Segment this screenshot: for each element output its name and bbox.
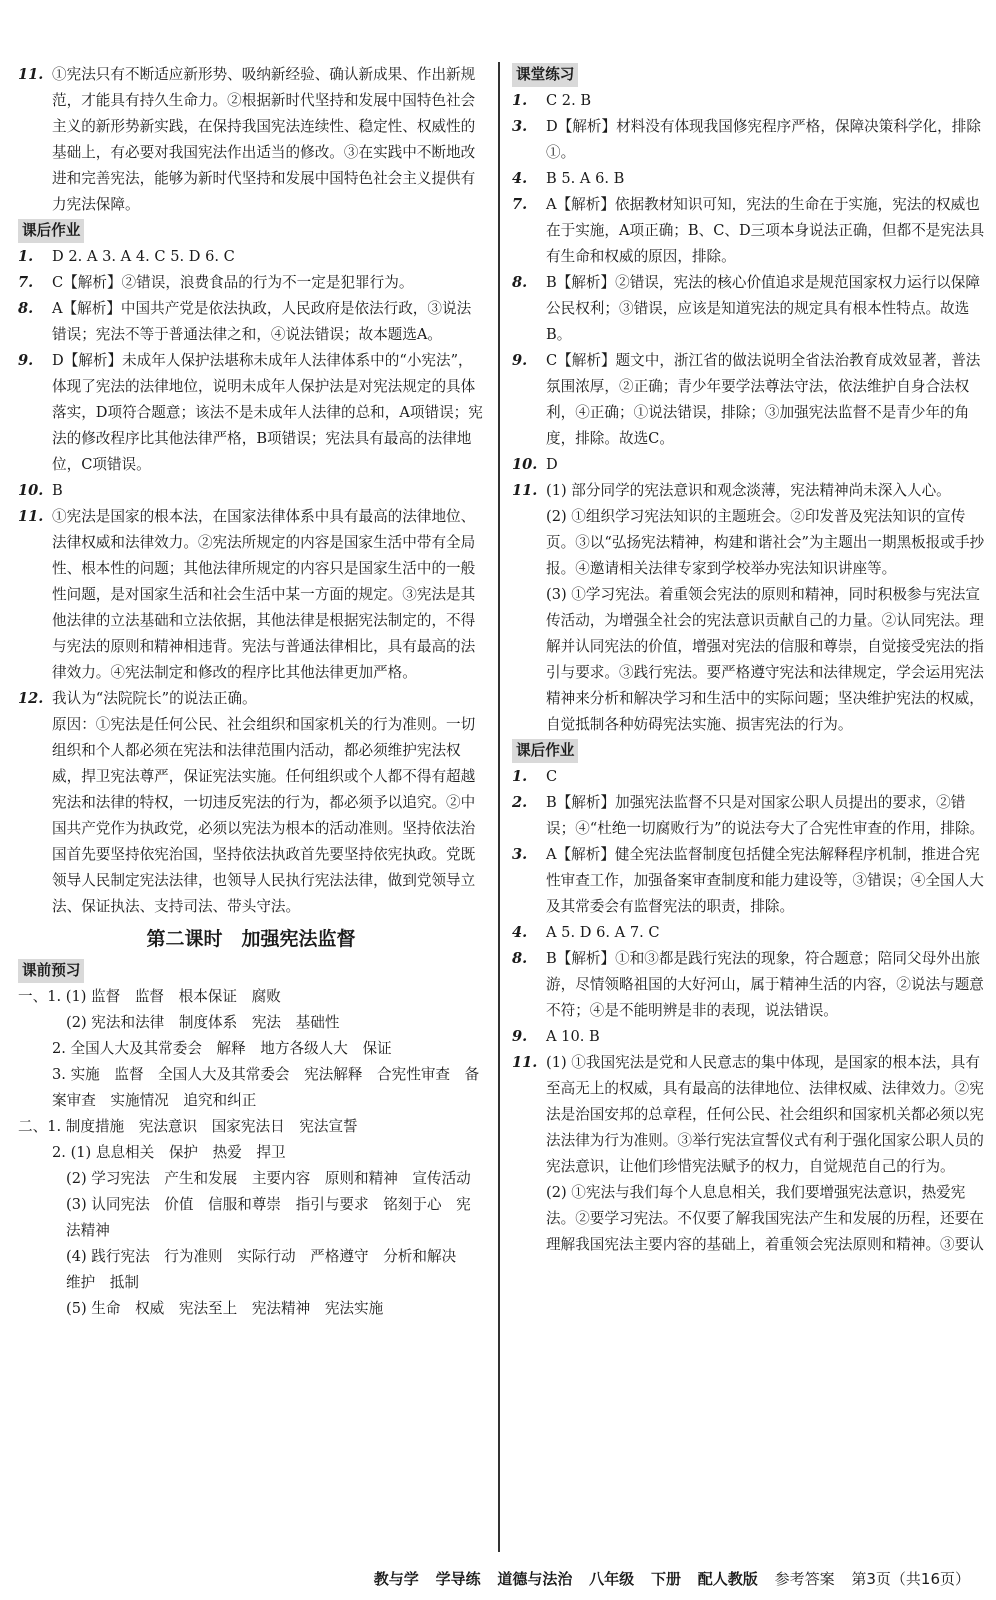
footer-book: 教与学 — [373, 1570, 419, 1588]
preview-line: 2. 全国人大及其常委会 解释 地方各级人大 保证 — [52, 1040, 392, 1057]
hw-answer-8: 8. B【解析】①和③都是践行宪法的现象，符合题意；陪同父母外出旅游，尽情领略祖国的大好河山，属于精神生活的内容，②说法与题意不符；④是不能明辨是非的表现，说法错误。 — [512, 950, 984, 1019]
answer-9: 9. D【解析】未成年人保护法堪称未成年人法律体系中的“小宪法”，体现了宪法的法律地位，说明未成年人保护法是对宪法规定的具体落实，D项符合题意；该法不是未成年人法律的总和，A项错误；宪法的修改程序比其他法律严格，B项错误；宪法具有最高的法律地位，C项错误。 — [18, 352, 483, 473]
footer-ref: 参考答案 — [774, 1570, 835, 1588]
page-footer — [0, 1562, 996, 1596]
answer-1-6: 1. D 2. A 3. A 4. C 5. D 6. C — [18, 248, 235, 265]
footer-edition: 配人教版 — [697, 1570, 758, 1588]
hw-answer-9-10: 9. A 10. B — [512, 1028, 600, 1045]
preview-line: 一、1. (1) 监督 监督 根本保证 腐败 — [18, 988, 281, 1005]
left-column — [18, 62, 484, 1322]
section-homework-left: 课后作业 — [18, 219, 84, 243]
right-column — [512, 62, 986, 1258]
answer-3: 3. D【解析】材料没有体现我国修宪程序严格，保障决策科学化，排除①。 — [512, 118, 981, 161]
section-preview: 课前预习 — [18, 959, 84, 983]
hw-answer-1: 1. C — [512, 768, 558, 785]
answer-1-2: 1. C 2. B — [512, 92, 592, 109]
section-homework-right: 课后作业 — [512, 739, 578, 763]
answer-11-3: (3) ①学习宪法。着重领会宪法的原则和精神，同时积极参与宪法宣传活动，为增强全社会的宪法意识贡献自己的力量。②认同宪法。理解并认同宪法的价值，增强对宪法的信服和尊崇，自觉接受宪法的指引与要求。③践行宪法。要严格遵守宪法和法律规定，学会运用宪法精神来分析和解决学习和生活中的实际问题；坚决维护宪法的权威，自觉抵制各种妨碍宪法实施、损害宪法的行为。 — [546, 586, 984, 733]
preview-line: 3. 实施 监督 全国人大及其常委会 宪法解释 合宪性审查 备案审查 实施情况 追究和纠正 — [52, 1066, 480, 1109]
preview-line: (5) 生命 权威 宪法至上 宪法精神 宪法实施 — [66, 1300, 384, 1317]
preview-line: (4) 践行宪法 行为准则 实际行动 严格遵守 分析和解决 维护 抵制 — [66, 1248, 471, 1291]
answer-11b: 11. ①宪法是国家的根本法，在国家法律体系中具有最高的法律地位、法律权威和法律效力。②宪法所规定的内容是国家生活中带有全局性、根本性的问题；其他法律所规定的内容只是国家生活中的一般性问题，是对国家生活和社会生活中某一方面的规定。③宪法是其他法律的立法基础和立法依据，其他法律是根据宪法制定的，不得与宪法的原则和精神相违背。宪法与普通法律相比，具有最高的法律效力。④宪法制定和修改的程序比其他法律更加严格。 — [18, 508, 476, 681]
answer-7: 7. A【解析】依据教材知识可知，宪法的生命在于实施，宪法的权威也在于实施，A项正确；B、C、D三项本身说法正确，但都不是宪法具有生命和权威的原因，排除。 — [512, 196, 985, 265]
column-divider — [498, 62, 500, 1552]
footer-volume: 下册 — [650, 1570, 681, 1588]
footer-grade: 八年级 — [589, 1570, 635, 1588]
footer-page: 第3页（共16页） — [851, 1570, 970, 1588]
section-class-practice: 课堂练习 — [512, 63, 578, 87]
answer-12-reason: 原因：①宪法是任何公民、社会组织和国家机关的行为准则。一切组织和个人都必须在宪法和法律范围内活动，都必须维护宪法权威，捍卫宪法尊严，保证宪法实施。任何组织或个人都不得有超越宪法和法律的特权，一切违反宪法的行为，都必须予以追究。②中国共产党作为执政党，必须以宪法为根本的活动准则。坚持依法治国首先要坚持依宪治国，坚持依法执政首先要坚持依宪执政。党既领导人民制定宪法法律，也领导人民执行宪法法律，做到党领导立法、保证执法、支持司法、带头守法。 — [52, 716, 476, 915]
hw-answer-4-7: 4. A 5. D 6. A 7. C — [512, 924, 660, 941]
preview-line: (2) 宪法和法律 制度体系 宪法 基础性 — [66, 1014, 340, 1031]
hw-answer-3: 3. A【解析】健全宪法监督制度包括健全宪法解释程序机制，推进合宪性审查工作，加强备案审查制度和能力建设等，③错误；④全国人大及其常委会有监督宪法的职责，排除。 — [512, 846, 984, 915]
answer-10: 10. B — [18, 482, 63, 499]
chapter-title: 第二课时 加强宪法监督 — [146, 928, 356, 950]
answer-11a: 11. ①宪法只有不断适应新形势、吸纳新经验、确认新成果、作出新规范，才能具有持久生命力。②根据新时代坚持和发展中国特色社会主义的新形势新实践，在保持我国宪法连续性、稳定性、权威性的基础上，有必要对我国宪法作出适当的修改。③在实践中不断地改进和完善宪法，能够为新时代坚持和发展中国特色社会主义提供有力宪法保障。 — [18, 66, 476, 213]
preview-line: 2. (1) 息息相关 保护 热爱 捍卫 — [52, 1144, 286, 1161]
answer-9: 9. C【解析】题文中，浙江省的做法说明全省法治教育成效显著，普法氛围浓厚，②正确；青少年要学法尊法守法，依法维护自身合法权利，④正确；①说法错误，排除；③加强宪法监督不是青少年的角度，排除。故选C。 — [512, 352, 981, 447]
answer-8: 8. B【解析】②错误，宪法的核心价值追求是规范国家权力运行以保障公民权利；③错误，应该是知道宪法的规定具有根本性特点。故选B。 — [512, 274, 980, 343]
answer-4-6: 4. B 5. A 6. B — [512, 170, 625, 187]
answer-11-2: (2) ①组织学习宪法知识的主题班会。②印发普及宪法知识的宣传页。③以“弘扬宪法精神，构建和谐社会”为主题出一期黑板报或手抄报。④邀请相关法律专家到学校举办宪法知识讲座等。 — [546, 508, 985, 577]
preview-line: 二、1. 制度措施 宪法意识 国家宪法日 宪法宣誓 — [18, 1118, 358, 1135]
hw-answer-11-2: (2) ①宪法与我们每个人息息相关，我们要增强宪法意识，热爱宪法。②要学习宪法。不仅要了解我国宪法产生和发展的历程，还要在理解我国宪法主要内容的基础上，着重领会宪法原则和精神。③要认 — [546, 1184, 984, 1253]
answer-10: 10. D — [512, 456, 558, 473]
answer-11-1: 11. (1) 部分同学的宪法意识和观念淡薄，宪法精神尚未深入人心。 — [512, 482, 951, 499]
answer-7: 7. C【解析】②错误，浪费食品的行为不一定是犯罪行为。 — [18, 274, 414, 291]
hw-answer-11-1: 11. (1) ①我国宪法是党和人民意志的集中体现，是国家的根本法，具有至高无上的权威，具有最高的法律地位、法律权威、法律效力。②宪法是治国安邦的总章程，任何公民、社会组织和国家机关都必须以宪法法律为行为准则。③举行宪法宣誓仪式有利于强化国家公职人员的宪法意识，让他们珍惜宪法赋予的权力，自觉规范自己的行为。 — [512, 1054, 984, 1175]
preview-line: (2) 学习宪法 产生和发展 主要内容 原则和精神 宣传活动 — [66, 1170, 471, 1187]
answer-12: 12. 我认为“法院院长”的说法正确。 — [18, 690, 257, 707]
hw-answer-2: 2. B【解析】加强宪法监督不只是对国家公职人员提出的要求，②错误；④“杜绝一切腐败行为”的说法夸大了合宪性审查的作用，排除。 — [512, 794, 985, 837]
answer-8: 8. A【解析】中国共产党是依法执政，人民政府是依法行政，③说法错误；宪法不等于普通法律之和，④说法错误；故本题选A。 — [18, 300, 472, 343]
preview-line: (3) 认同宪法 价值 信服和尊崇 指引与要求 铭刻于心 宪法精神 — [66, 1196, 471, 1239]
footer-series: 学导练 — [435, 1570, 481, 1588]
footer-subject: 道德与法治 — [497, 1570, 573, 1588]
